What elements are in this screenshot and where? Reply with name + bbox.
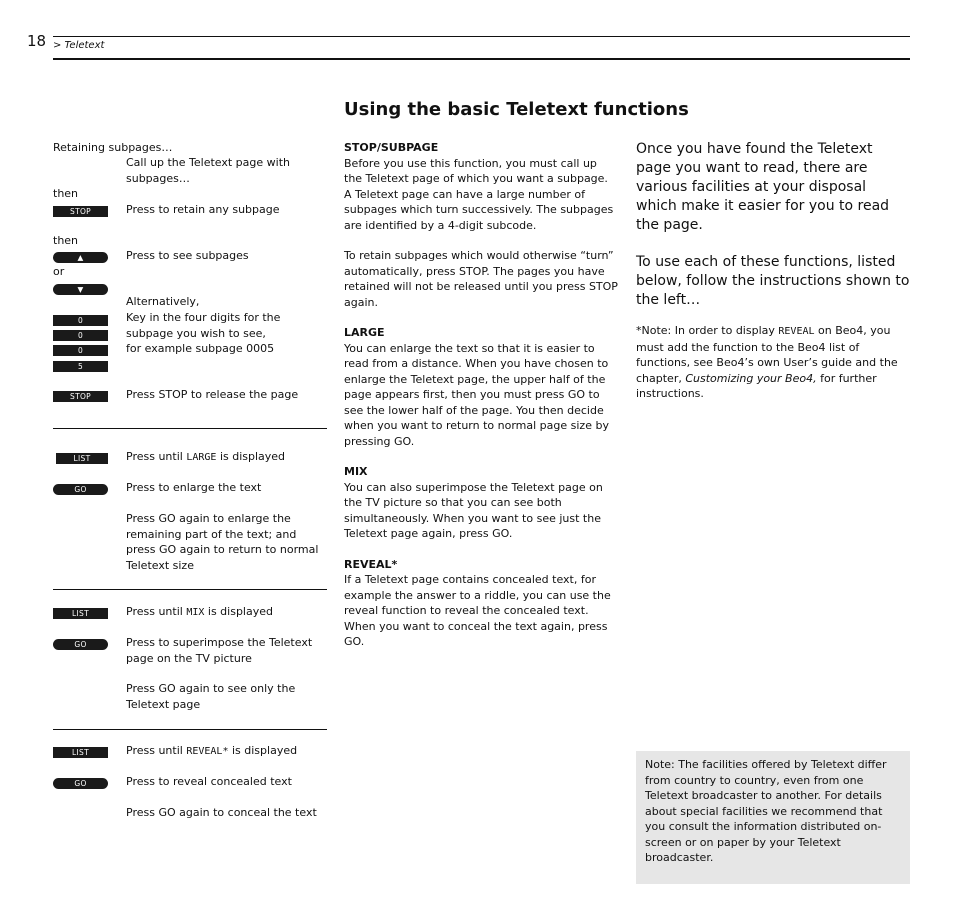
section-divider <box>53 589 327 590</box>
key-digits-instruction: Key in the four digits for the subpage you wish to see, <box>126 311 281 340</box>
instruction-text: Press until <box>126 450 183 463</box>
reveal-until-instruction <box>126 743 326 760</box>
digit-key: 0 <box>53 330 108 341</box>
large-until-instruction <box>126 449 326 466</box>
mix-heading: MIX <box>344 465 368 478</box>
alternatively-label: Alternatively, <box>126 295 200 308</box>
display-word-large: LARGE <box>186 452 217 463</box>
digit-key: 5 <box>53 361 108 372</box>
header-top-rule <box>53 36 910 37</box>
instruction-text: is displayed <box>207 605 273 618</box>
call-up-instruction: Call up the Teletext page with subpages… <box>126 156 290 185</box>
instructions-paragraph: To use each of these functions, listed below, follow the instructions shown to the left… <box>636 254 910 308</box>
section-divider <box>53 428 327 429</box>
footnote-text: *Note: In order to display <box>636 324 775 337</box>
list-key: LIST <box>56 453 108 464</box>
then-label: then <box>53 234 79 247</box>
large-paragraph: You can enlarge the text so that it is easier to read from a distance. When you have chosen to enlarge the Teletext page, the upper half of the page appears first, then you must press GO to see the lower half of the page. You then decide when you want to return to normal page size by pressing GO. <box>344 341 609 448</box>
reveal-paragraph: If a Teletext page contains concealed text, for example the answer to a riddle, you can use the reveal function to reveal the concealed text. When you want to conceal the text again, press GO. <box>344 573 611 648</box>
list-key: LIST <box>53 608 108 619</box>
reveal-footnote <box>636 323 910 402</box>
see-subpages-instruction: Press to see subpages <box>126 249 249 262</box>
function-descriptions <box>344 140 618 650</box>
large-heading: LARGE <box>344 326 385 339</box>
retaining-subpages-label: Retaining subpages… <box>53 141 173 154</box>
enlarge-again-instruction: Press GO again to enlarge the remaining part of the text; and press GO again to return to normal Teletext size <box>126 512 319 572</box>
stop-key: STOP <box>53 206 108 217</box>
footnote-text: on Beo4, you must add the function to the Beo4 list of functions, see Beo4’s own User’s guide and the chapter, <box>636 324 898 385</box>
section-divider <box>53 729 327 730</box>
up-arrow-key <box>53 252 108 263</box>
chapter-reference: Customizing your Beo4, <box>685 371 817 385</box>
superimpose-instruction: Press to superimpose the Teletext page on the TV picture <box>126 636 313 665</box>
list-key: LIST <box>53 747 108 758</box>
digit-key: 0 <box>53 315 108 326</box>
reveal-heading: REVEAL* <box>344 557 398 571</box>
footnote-text: for further instructions. <box>636 371 877 400</box>
down-arrow-icon: ▼ <box>77 285 84 294</box>
stop-retain-paragraph: To retain subpages which would otherwise “turn” automatically, press STOP. The pages you have retained will not be released until you press STOP again. <box>344 249 618 309</box>
conceal-again-instruction: Press GO again to conceal the text <box>126 806 317 819</box>
page-title: Using the basic Teletext functions <box>344 99 689 120</box>
instruction-text: is displayed <box>219 450 286 463</box>
mix-until-instruction <box>126 604 326 621</box>
breadcrumb: > Teletext <box>53 40 105 51</box>
instruction-text: Press until <box>126 744 183 757</box>
retain-subpage-instruction: Press to retain any subpage <box>126 203 280 216</box>
release-page-instruction: Press STOP to release the page <box>126 388 299 401</box>
stop-subpage-heading: STOP/SUBPAGE <box>344 141 439 154</box>
superimpose-again-instruction: Press GO again to see only the Teletext page <box>126 682 296 711</box>
display-word-mix: MIX <box>186 607 205 618</box>
mix-paragraph: You can also superimpose the Teletext page on the TV picture so that you can see both simultaneously. When you want to see just the Teletext page again, press GO. <box>344 480 603 540</box>
example-subpage-text: for example subpage 0005 <box>126 342 275 355</box>
facilities-note-box <box>636 751 910 884</box>
then-label: then <box>53 187 79 200</box>
display-word-reveal: REVEAL <box>778 326 815 337</box>
instruction-text: Press until <box>126 605 183 618</box>
display-word-reveal: REVEAL* <box>186 746 229 757</box>
header-bottom-rule <box>53 58 910 60</box>
facilities-note-text: Note: The facilities offered by Teletext differ from country to country, even from one Teletext broadcaster to another. For details about special facilities we recommend that you consult the information distributed on-screen or on paper by your Teletext broadcaster. <box>645 758 887 864</box>
digit-key: 0 <box>53 345 108 356</box>
go-key: GO <box>53 639 108 650</box>
go-key: GO <box>53 484 108 495</box>
down-arrow-key <box>53 284 108 295</box>
instruction-text: is displayed <box>231 744 298 757</box>
go-key: GO <box>53 778 108 789</box>
stop-subpage-paragraph: Before you use this function, you must call up the Teletext page of which you want a subpage. A Teletext page can have a large number of subpages which turn successively. The subpages are identified by a 4-digit subcode. <box>344 156 614 232</box>
enlarge-instruction: Press to enlarge the text <box>126 481 262 494</box>
up-arrow-icon: ▲ <box>77 253 84 262</box>
page-number: 18 <box>27 32 47 50</box>
intro-paragraph: Once you have found the Teletext page you want to read, there are various facilities at your disposal which make it easier for you to read the page. <box>636 141 890 233</box>
reveal-instruction: Press to reveal concealed text <box>126 775 292 788</box>
stop-key: STOP <box>53 391 108 402</box>
or-label: or <box>53 265 65 278</box>
